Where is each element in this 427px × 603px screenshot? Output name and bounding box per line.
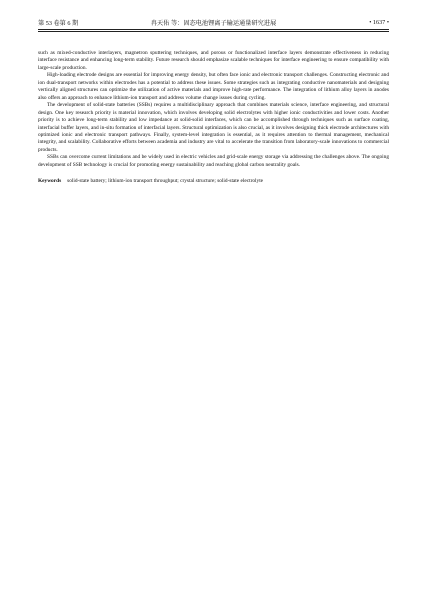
paragraph-continuation: such as mixed-conductive interlayers, magnetron sputtering techniques, and porous or functionalized interface layers demonstrate effectiveness in reducing interface resistance and enhancing long-term stability. Future research should emphasize scalable techniques for interface engineering to ensure compatibility with large-scale production. (38, 50, 389, 71)
paragraph-electrode-design: High-loading electrode designs are essential for improving energy density, but often face ionic and electronic transport challenges. Constructing electronic and ion dual-transport networks within electrodes has a potential to address these issues. Some strategies such as integrating conductive nanomaterials and designing vertically aligned structures can optimize the utilization of active materials and improve high-rate performance. The integration of lithium alloy layers in anodes also offers an approach to enhance lithium-ion transport and address volume change issues during cycling. (38, 72, 389, 101)
paragraph-conclusion: SSBs can overcome current limitations and be widely used in electric vehicles and grid-scale energy storage via addressing the challenges above. The ongoing development of SSB technology is crucial for promoting energy sustainability and reaching global carbon neutrality goals. (38, 154, 389, 168)
keywords-line (38, 178, 389, 185)
header-page-number: • 1637 • (369, 18, 389, 26)
paragraph-development: The development of solid-state batteries (SSBs) requires a multidisciplinary approach that combines materials science, interface engineering, and structural design. One key research priority is material innovation, which involves developing solid electrolytes with higher ionic conductivities and lower costs. Another priority is to achieve long-term stability and low impedance at solid-solid interfaces, which can be accomplished through techniques such as surface coating, interfacial buffer layers, and in-situ formation of interfacial layers. Structural optimization is also crucial, as it involves designing thick electrode architectures with optimized ionic and electronic transport pathways. Finally, system-level integration is essential, as it requires attention to thermal management, mechanical integrity, and scalability. Collaborative efforts between academia and industry are vital to accelerate the transition from laboratory-scale innovations to commercial products. (38, 102, 389, 153)
keywords-label: Keywords (38, 178, 62, 185)
keywords-text: solid-state battery; lithium-ion transport throughput; crystal structure; solid-state electrolyte (67, 178, 264, 185)
header-volume-issue: 第 53 卷第 6 期 (38, 19, 79, 27)
running-header (38, 17, 389, 27)
header-rule-thin (38, 31, 389, 32)
article-body (38, 50, 389, 186)
header-title: 冉天佑 等：固态电池锂离子输运通量研究进展 (150, 19, 277, 27)
